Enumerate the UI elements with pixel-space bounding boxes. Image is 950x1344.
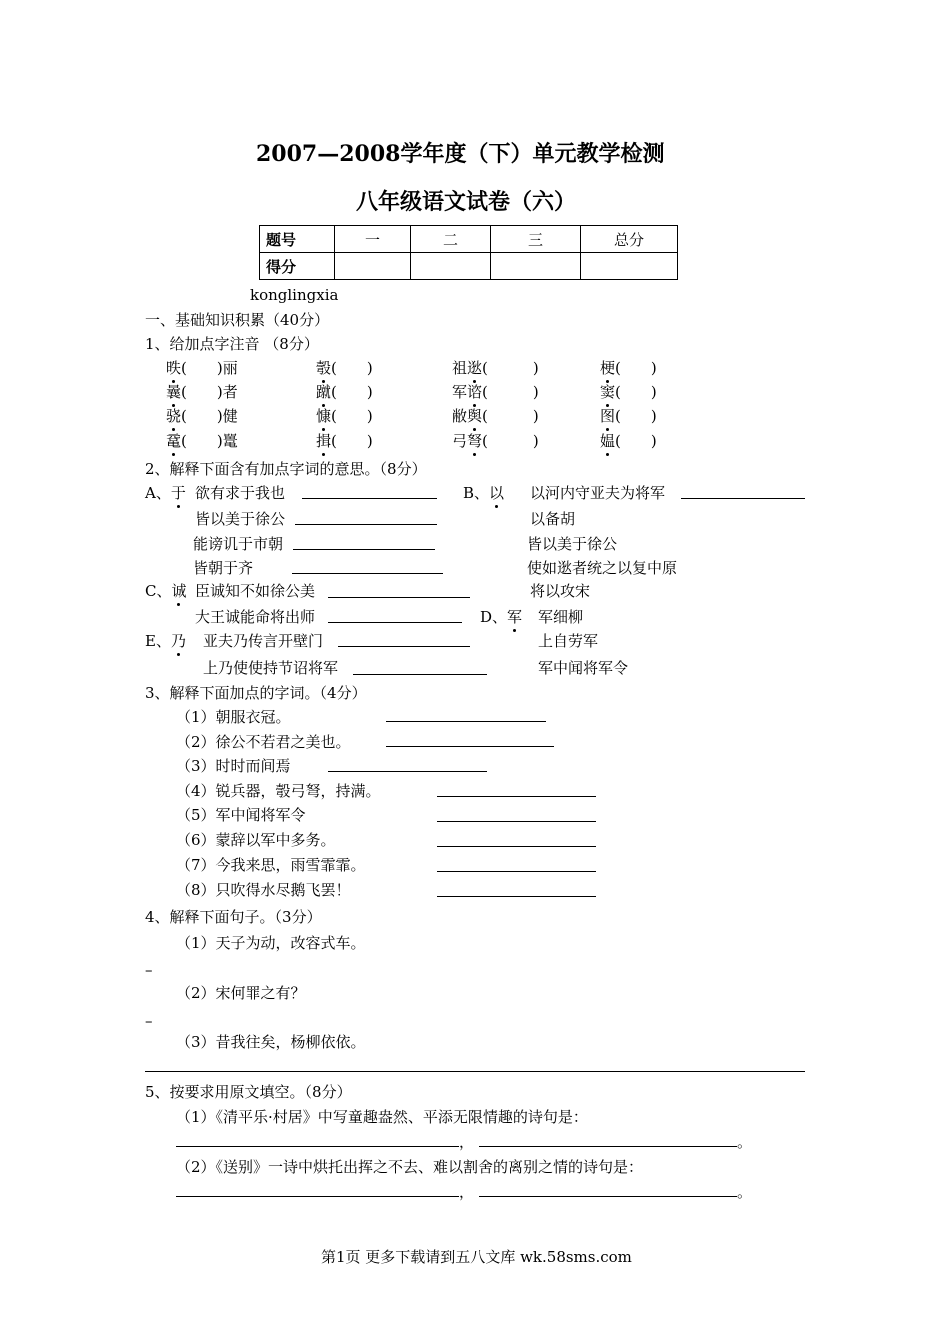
q1-item-blank[interactable]: ( ) [615, 407, 657, 425]
q1-item-blank[interactable]: ( ) [331, 432, 373, 450]
q5-item-2-blank-a[interactable] [176, 1196, 459, 1197]
q1-item-blank[interactable]: ( ) [331, 359, 373, 377]
q2-b5: 将以攻宋 [530, 582, 591, 600]
q1-item [316, 357, 373, 378]
q2-b3: 皆以美于徐公 [527, 535, 618, 553]
q3-item-8: （8）只吹得水尽鹅飞罢！ [176, 881, 351, 899]
q1-item [316, 381, 373, 402]
q4-item-3: （3）昔我往矣，杨柳依依。 [176, 1033, 366, 1051]
q2-c2-blank[interactable] [328, 622, 462, 623]
q1-item [316, 405, 373, 426]
q2-a3: 能谤讥于市朝 [193, 535, 284, 553]
q3-item-3: （3）时时而间焉 [176, 757, 291, 775]
score-table-row-label: 得分 [260, 253, 335, 280]
q4-item-2: （2）宋何罪之有？ [176, 984, 306, 1002]
q3-title: 3、解释下面加点的字词。（4分） [145, 684, 367, 702]
q2-a4: 皆朝于齐 [193, 559, 254, 577]
q5-item-2: （2）《送别》一诗中烘托出挥之不去、难以割舍的离别之情的诗句是： [176, 1158, 644, 1176]
q2-d2: 上自劳军 [538, 632, 599, 650]
q1-item-dotted-char: 慷 [316, 407, 332, 425]
q1-item-prefix: 弓 [452, 432, 468, 450]
q2-e1-blank[interactable] [338, 646, 470, 647]
q1-item [166, 381, 238, 402]
q2-a-key: 于 [170, 484, 186, 502]
q2-b-label [463, 482, 504, 503]
q5-item-2-comma: ， [459, 1183, 475, 1201]
q1-item-dotted-char: 鼋 [166, 432, 182, 450]
q1-item-dotted-char: 揖 [316, 432, 332, 450]
q2-b4: 使如逖者统之以复中原 [527, 559, 678, 577]
q2-e-letter: E、 [145, 632, 171, 650]
q2-c-key: 诚 [171, 582, 187, 600]
q2-b-letter: B、 [463, 484, 490, 502]
q1-item-blank[interactable]: ( )鼍 [181, 432, 238, 450]
q1-item-blank[interactable]: ( ) [482, 383, 539, 401]
q2-a2: 皆以美于徐公 [195, 510, 286, 528]
section-1-title: 一、基础知识积累（40分） [145, 311, 330, 329]
q2-a3-blank[interactable] [293, 549, 435, 550]
score-cell-2 [411, 253, 491, 280]
q2-d-label [480, 606, 522, 627]
q1-item [452, 430, 539, 451]
q1-item [600, 381, 657, 402]
q5-item-2-blank-b[interactable] [479, 1196, 737, 1197]
score-table [259, 225, 678, 280]
q1-item [452, 405, 539, 426]
q1-item-dotted-char: 窦 [600, 383, 616, 401]
q1-item-dotted-char: 弩 [467, 432, 483, 450]
q5-title: 5、按要求用原文填空。（8分） [145, 1083, 352, 1101]
q1-item-dotted-char: 图 [600, 407, 616, 425]
q5-item-1-period: 。 [737, 1133, 753, 1151]
q5-item-2-period: 。 [737, 1183, 753, 1201]
page-footer: 第1页 更多下载请到五八文库 wk.58sms.com [321, 1248, 632, 1266]
q2-b2: 以备胡 [530, 510, 576, 528]
q3-item-2-blank[interactable] [386, 746, 554, 747]
q3-item-5: （5）军中闻将军令 [176, 806, 306, 824]
q1-item-dotted-char: 彀 [316, 359, 332, 377]
q1-item-blank[interactable]: ( )丽 [181, 359, 238, 377]
q2-d3: 军中闻将军令 [538, 659, 629, 677]
q1-item-prefix: 敝 [452, 407, 468, 425]
q1-item [600, 430, 657, 451]
q1-title: 1、给加点字注音 （8分） [145, 335, 319, 353]
q3-item-8-blank[interactable] [437, 896, 596, 897]
q3-item-6: （6）蒙辞以军中多务。 [176, 831, 336, 849]
q1-item-blank[interactable]: ( ) [615, 432, 657, 450]
q3-item-4-blank[interactable] [437, 796, 596, 797]
q1-item-dotted-char: 曩 [166, 383, 182, 401]
q1-item-blank[interactable]: ( )健 [181, 407, 238, 425]
q1-item-dotted-char: 蹴 [316, 383, 332, 401]
q4-title: 4、解释下面句子。（3分） [145, 908, 322, 926]
q1-item [316, 430, 373, 451]
q1-item [600, 357, 657, 378]
q4-item-1: （1）天子为动，改容式车。 [176, 934, 366, 952]
q3-item-4: （4）锐兵器，彀弓弩，持满。 [176, 782, 381, 800]
q3-item-1-blank[interactable] [386, 721, 546, 722]
q2-b1-blank[interactable] [681, 498, 805, 499]
q2-c1: 臣诚知不如徐公美 [195, 582, 316, 600]
q1-item-blank[interactable]: ( ) [482, 407, 539, 425]
q2-b-key: 以 [489, 484, 505, 502]
q2-e-key: 乃 [170, 632, 186, 650]
score-table-head-label: 题号 [260, 226, 335, 253]
exam-subtitle: 八年级语文试卷（六） [356, 189, 577, 215]
score-cell-total [581, 253, 678, 280]
q2-a1-blank[interactable] [302, 498, 437, 499]
q1-item-prefix: 军 [452, 383, 468, 401]
q3-item-7-blank[interactable] [437, 871, 596, 872]
q3-item-6-blank[interactable] [437, 846, 596, 847]
q2-a2-blank[interactable] [295, 524, 437, 525]
q1-item-dotted-char: 昳 [166, 359, 182, 377]
q1-item [166, 357, 238, 378]
q4-dash-2: – [145, 1012, 153, 1030]
q2-a1: 欲有求于我也 [195, 484, 286, 502]
q1-item-dotted-char: 逖 [467, 359, 483, 377]
q2-c-label [145, 580, 187, 601]
q3-item-5-blank[interactable] [437, 821, 596, 822]
score-table-head-1: 一 [335, 226, 411, 253]
q1-item-blank[interactable]: ( ) [615, 383, 657, 401]
q1-item-dotted-char: 媪 [600, 432, 616, 450]
q4-dash-1: – [145, 961, 153, 979]
q2-a4-blank[interactable] [292, 573, 443, 574]
q1-item [452, 357, 539, 378]
q2-a-label [145, 482, 186, 503]
q1-item [600, 405, 657, 426]
score-table-head-2: 二 [411, 226, 491, 253]
q4-answer-line[interactable] [145, 1071, 805, 1072]
q2-a-letter: A、 [145, 484, 171, 502]
q5-item-1-blank-b[interactable] [479, 1146, 737, 1147]
q2-c-letter: C、 [145, 582, 172, 600]
score-table-head-total: 总分 [581, 226, 678, 253]
q1-item-dotted-char: 梗 [600, 359, 616, 377]
q3-item-3-blank[interactable] [328, 771, 487, 772]
q1-item [166, 430, 238, 451]
q5-item-1-blank-a[interactable] [176, 1146, 459, 1147]
q3-item-1: （1）朝服衣冠。 [176, 708, 291, 726]
q1-item [452, 381, 539, 402]
q3-item-2: （2）徐公不若君之美也。 [176, 733, 351, 751]
score-table-head-3: 三 [491, 226, 581, 253]
q1-item-dotted-char: 谘 [467, 383, 483, 401]
q1-item-dotted-char: 舆 [467, 407, 483, 425]
exam-title: 2007—2008学年度（下）单元教学检测 [256, 141, 665, 167]
score-cell-3 [491, 253, 581, 280]
q2-e-label [145, 630, 186, 651]
q2-title: 2、解释下面含有加点字词的意思。（8分） [145, 460, 427, 478]
q2-d-letter: D、 [480, 608, 508, 626]
score-cell-1 [335, 253, 411, 280]
q2-b1: 以河内守亚夫为将军 [530, 484, 666, 502]
q1-item-blank[interactable]: ( ) [331, 407, 373, 425]
q3-item-7: （7）今我来思，雨雪霏霏。 [176, 856, 366, 874]
q2-e2-blank[interactable] [353, 674, 487, 675]
q2-c1-blank[interactable] [328, 597, 470, 598]
q1-item-blank[interactable]: ( ) [482, 359, 539, 377]
q2-d1: 军细柳 [538, 608, 584, 626]
q1-item [166, 405, 238, 426]
q1-item-blank[interactable]: ( ) [331, 383, 373, 401]
q2-c2: 大王诚能命将出师 [195, 608, 316, 626]
q2-e1: 亚夫乃传言开壁门 [203, 632, 324, 650]
q1-item-blank[interactable]: ( )者 [181, 383, 238, 401]
q1-item-blank[interactable]: ( ) [615, 359, 657, 377]
q2-e2: 上乃使使持节诏将军 [203, 659, 339, 677]
q1-item-dotted-char: 骁 [166, 407, 182, 425]
pinyin-note: konglingxia [250, 286, 339, 304]
q5-item-1-comma: ， [459, 1133, 475, 1151]
q1-item-blank[interactable]: ( ) [482, 432, 539, 450]
q2-d-key: 军 [507, 608, 523, 626]
q1-item-prefix: 祖 [452, 359, 468, 377]
q5-item-1: （1）《清平乐·村居》中写童趣盎然、平添无限情趣的诗句是： [176, 1108, 588, 1126]
